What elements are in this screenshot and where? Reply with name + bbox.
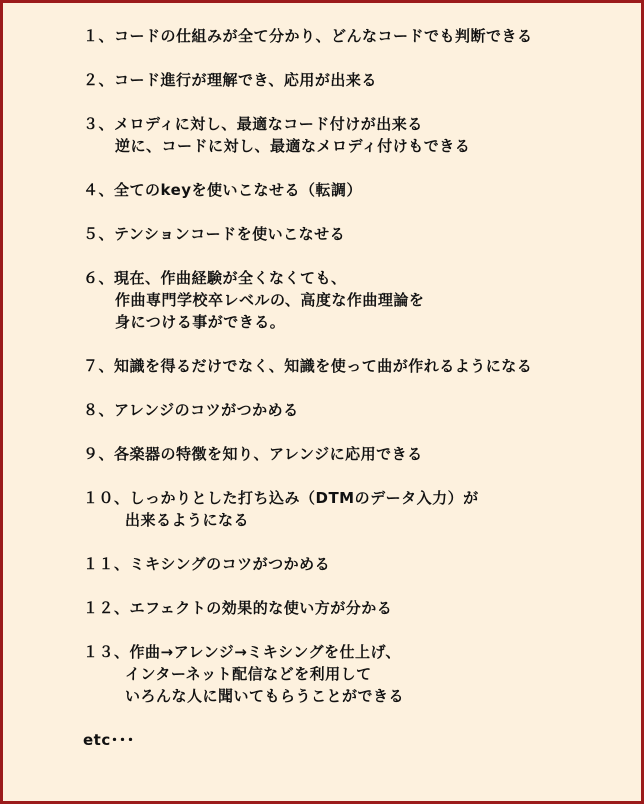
item-line: １２、エフェクトの効果的な使い方が分かる	[83, 599, 393, 617]
list-item	[83, 399, 623, 421]
item-line: １０、しっかりとした打ち込み（DTMのデータ入力）が	[83, 489, 479, 507]
list-item	[83, 25, 623, 47]
list-item	[83, 223, 623, 245]
list-item	[83, 487, 623, 531]
item-line: ３、メロディに対し、最適なコード付けが出来る	[83, 115, 423, 133]
item-continuation-line: 身につける事ができる。	[115, 313, 286, 331]
list-item	[83, 267, 623, 333]
etc-text: etc･･･	[83, 731, 135, 749]
item-line: １１、ミキシングのコツがつかめる	[83, 555, 331, 573]
item-continuation-line: 逆に、コードに対し、最適なメロディ付けもできる	[115, 137, 471, 155]
list-item	[83, 113, 623, 157]
list-item	[83, 597, 623, 619]
item-line: ６、現在、作曲経験が全くなくても、	[83, 269, 347, 287]
list-item	[83, 69, 623, 91]
item-line: ８、アレンジのコツがつかめる	[83, 401, 299, 419]
list-item	[83, 641, 623, 707]
item-line: ７、知識を得るだけでなく、知識を使って曲が作れるようになる	[83, 357, 533, 375]
list-item	[83, 553, 623, 575]
list-item	[83, 355, 623, 377]
benefits-list	[83, 25, 623, 751]
item-line: １３、作曲→アレンジ→ミキシングを仕上げ、	[83, 643, 401, 661]
item-continuation-line: いろんな人に聞いてもらうことができる	[125, 687, 405, 705]
item-continuation-line: 作曲専門学校卒レベルの、高度な作曲理論を	[115, 291, 425, 309]
list-item	[83, 179, 623, 201]
item-continuation-line: インターネット配信などを利用して	[125, 665, 372, 683]
item-line: ５、テンションコードを使いこなせる	[83, 225, 346, 243]
item-line: １、コードの仕組みが全て分かり、どんなコードでも判断できる	[83, 27, 533, 45]
item-line: ９、各楽器の特徴を知り、アレンジに応用できる	[83, 445, 423, 463]
item-continuation-line: 出来るようになる	[125, 511, 250, 529]
list-item	[83, 443, 623, 465]
item-line: ２、コード進行が理解でき、応用が出来る	[83, 71, 377, 89]
item-line: ４、全てのkeyを使いこなせる（転調）	[83, 181, 363, 199]
